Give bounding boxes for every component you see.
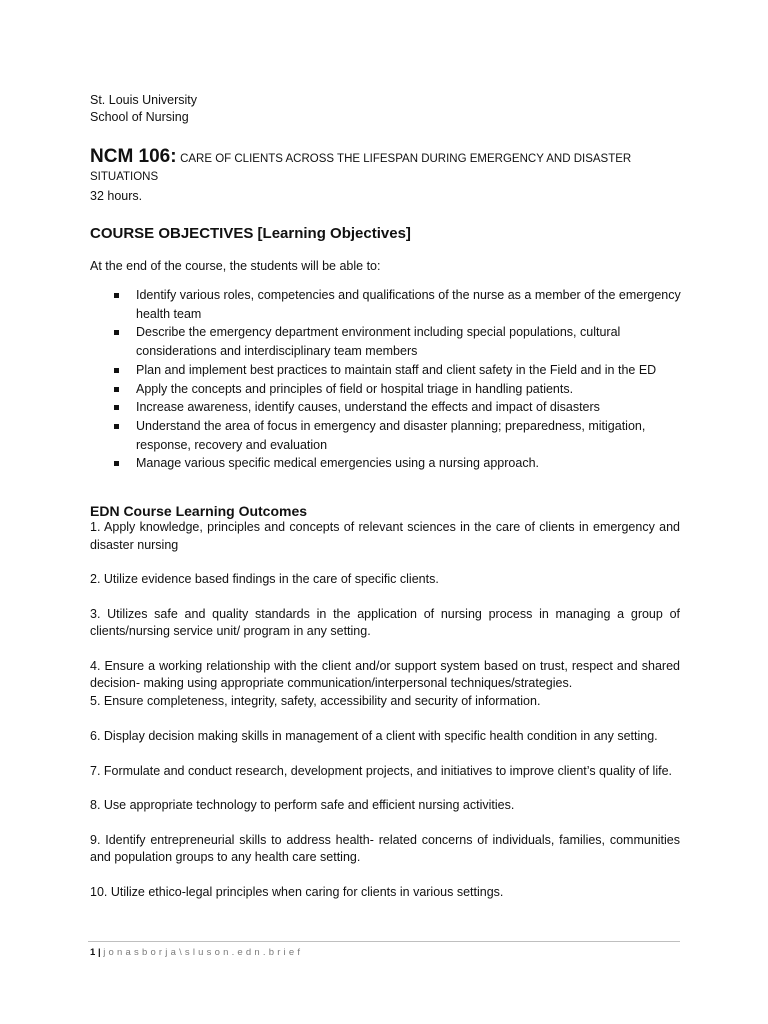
footer-divider xyxy=(88,941,680,942)
objectives-heading: COURSE OBJECTIVES [Learning Objectives] xyxy=(90,225,411,242)
outcomes-heading: EDN Course Learning Outcomes xyxy=(90,503,308,519)
list-item: Understand the area of focus in emergency and disaster planning; preparedness, mitigation, response, recovery and evaluation xyxy=(112,417,682,454)
list-item: Manage various specific medical emergencies using a nursing approach. xyxy=(112,454,682,473)
outcomes-list xyxy=(90,519,680,901)
list-item: Identify various roles, competencies and qualifications of the nurse as a member of the emergency health team xyxy=(112,286,682,323)
list-item: 4. Ensure a working relationship with the client and/or support system based on trust, respect and shared decision- making using appropriate communication/interpersonal techniques/strategies. xyxy=(90,658,680,690)
list-item: 3. Utilizes safe and quality standards in the application of nursing process in managing a group of clients/nursing service unit/ program in any setting. xyxy=(90,606,680,638)
list-item: 2. Utilize evidence based findings in the care of specific clients. xyxy=(90,572,439,586)
course-full-title: CARE OF CLIENTS ACROSS THE LIFESPAN DURING EMERGENCY AND DISASTER SITUATIONS xyxy=(90,153,632,183)
list-item: Describe the emergency department environment including special populations, cultural considerations and interdisciplinary team members xyxy=(112,323,682,360)
list-item: 1. Apply knowledge, principles and concepts of relevant sciences in the care of clients in emergency and disaster nursing xyxy=(90,520,680,552)
course-title xyxy=(90,148,680,205)
list-item: 5. Ensure completeness, integrity, safety, accessibility and security of information. xyxy=(90,693,541,708)
institution-header xyxy=(90,92,680,126)
university-name: St. Louis University xyxy=(90,93,197,107)
list-item: Apply the concepts and principles of field or hospital triage in handling patients. xyxy=(112,380,682,399)
list-item: Plan and implement best practices to maintain staff and client safety in the Field and in the ED xyxy=(112,361,682,380)
objectives-list xyxy=(112,286,682,473)
list-item: 7. Formulate and conduct research, development projects, and initiatives to improve client’s quality of life. xyxy=(90,763,673,778)
course-code: NCM 106: xyxy=(90,146,177,167)
list-item: 8. Use appropriate technology to perform safe and efficient nursing activities. xyxy=(90,798,515,812)
list-item: 6. Display decision making skills in management of a client with specific health condition in any setting. xyxy=(90,729,658,743)
page-number: 1 xyxy=(90,947,96,958)
school-name: School of Nursing xyxy=(90,110,189,124)
list-item: 10. Utilize ethico-legal principles when caring for clients in various settings. xyxy=(90,884,504,899)
list-item: Increase awareness, identify causes, understand the effects and impact of disasters xyxy=(112,398,682,417)
footer-separator: | xyxy=(97,947,101,958)
list-item: 9. Identify entrepreneurial skills to address health- related concerns of individuals, families, communities and population groups to any health care setting. xyxy=(90,832,680,864)
page-footer xyxy=(90,946,303,960)
objectives-intro: At the end of the course, the students will be able to: xyxy=(90,259,381,273)
footer-path: jonasborja\sluson.edn.brief xyxy=(103,947,304,958)
course-hours: 32 hours. xyxy=(90,189,143,203)
